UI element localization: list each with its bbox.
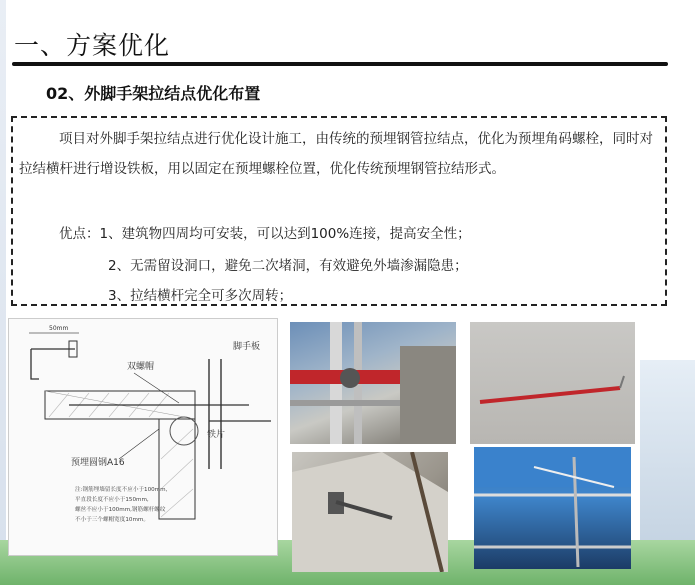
page-title: 一、方案优化 [14, 31, 171, 60]
dim-label: 50mm [49, 325, 69, 332]
photo-scaffold-tie [290, 322, 456, 444]
photo-red-rod [470, 322, 635, 444]
note-line-3: 螺丝不应小于100mm,钢筋螺杆螺纹 [75, 507, 166, 513]
section-subtitle: 02、外脚手架拉结点优化布置 [46, 84, 261, 103]
drawing-svg [9, 319, 278, 556]
label-rebar: 预埋圆钢A16 [71, 458, 125, 468]
technical-drawing [8, 318, 278, 556]
advantage-point-2: 2、无需留设洞口，避免二次堵洞，有效避免外墙渗漏隐患； [108, 258, 468, 274]
advantage-point-1: 优点：1、建筑物四周均可安装，可以达到100%连接，提高安全性； [59, 226, 471, 242]
photo-scaffold-tie-svg [290, 322, 456, 444]
title-rule [12, 62, 668, 66]
photo-red-rod-svg [470, 322, 635, 444]
left-stripe [0, 0, 6, 585]
photo-scaffold-net-svg [474, 447, 631, 569]
note-line-1: 注:钢筋埋墙留长度不应小于100mm, [75, 487, 168, 493]
note-line-2: 平直段长度不应小于150mm, [75, 497, 149, 503]
label-bolts: 双螺帽 [127, 362, 155, 372]
note-line-4: 不小于三个螺帽宽度10mm。 [75, 517, 149, 523]
background-city [640, 360, 695, 550]
description-paragraph: 项目对外脚手架拉结点进行优化设计施工，由传统的预埋钢管拉结点，优化为预埋角码螺栓，同时对拉结横杆进行增设铁板，用以固定在预埋螺栓位置，优化传统预埋钢管拉结形式。 [19, 131, 653, 177]
photo-scaffold-net [474, 447, 631, 569]
label-scaffold: 脚手板 [233, 342, 261, 352]
label-plate: 铁片 [207, 430, 226, 440]
advantage-point-3: 3、拉结横杆完全可多次周转； [108, 288, 293, 304]
photo-embedded-bolt [292, 452, 448, 572]
photo-embedded-bolt-svg [292, 452, 448, 572]
text-box [11, 116, 667, 306]
